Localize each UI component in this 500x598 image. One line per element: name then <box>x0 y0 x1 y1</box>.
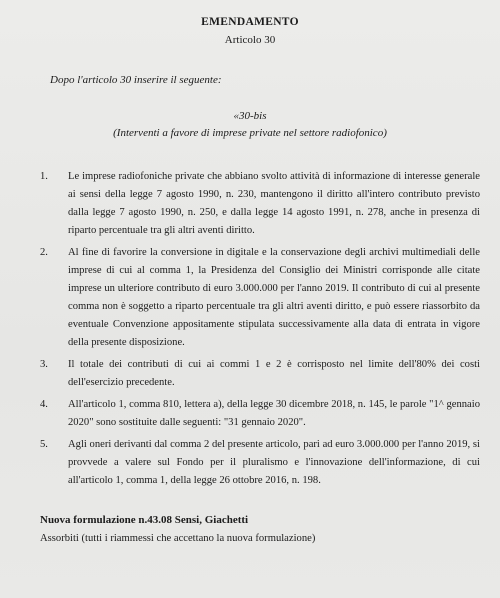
absorbed-note: Assorbiti (tutti i riammessi che accettano la nuova formulazione) <box>40 533 316 544</box>
article-heading: Articolo 30 <box>224 34 276 46</box>
item-number: 1. <box>40 171 48 182</box>
list-item <box>40 244 480 352</box>
amendment-items <box>40 168 480 494</box>
new-article-label: «30-bis <box>233 110 267 122</box>
list-item <box>40 436 480 490</box>
list-item <box>40 168 480 240</box>
new-article-subtitle: (Interventi a favore di imprese private nel settore radiofonico) <box>113 127 387 139</box>
item-number: 3. <box>40 359 48 370</box>
intro-text: Dopo l'articolo 30 inserire il seguente: <box>50 74 222 86</box>
list-item <box>40 356 480 392</box>
document-title: EMENDAMENTO <box>201 16 299 28</box>
item-number: 5. <box>40 439 48 450</box>
list-item <box>40 396 480 432</box>
item-number: 2. <box>40 247 48 258</box>
new-formulation-note: Nuova formulazione n.43.08 Sensi, Giachetti <box>40 514 249 526</box>
item-number: 4. <box>40 399 48 410</box>
item-text: Al fine di favorire la conversione in digitale e la conservazione degli archivi multimediali delle imprese di cui al comma 1, la Presidenza del Consiglio dei Ministri corrisponde alle citate imprese un ulteriore contributo di euro 3.000.000 per l'anno 2019. Il contributo di cui al presente comma non è soggetto a riparto percentuale tra gli altri aventi diritto, e può essere riassorbito da eventuale Convenzione appositamente stipulata successivamente alla data di entrata in vigore della presente disposizione. <box>68 247 480 348</box>
item-text: Le imprese radiofoniche private che abbiano svolto attività di informazione di interesse generale ai sensi della legge 7 agosto 1990, n. 230, mantengono il diritto all'intero contributo previsto dalla legge 7 agosto 1990, n. 250, e dalla legge 14 agosto 1991, n. 278, anche in presenza di riparto percentuale tra gli altri aventi diritto. <box>68 171 480 236</box>
item-text: Il totale dei contributi di cui ai commi 1 e 2 è corrisposto nel limite dell'80% dei costi dell'esercizio precedente. <box>68 359 480 388</box>
item-text: Agli oneri derivanti dal comma 2 del presente articolo, pari ad euro 3.000.000 per l'anno 2019, si provvede a valere sul Fondo per il pluralismo e l'innovazione dell'informazione, di cui all'articolo 1, comma 1, della legge 26 ottobre 2016, n. 198. <box>68 439 480 486</box>
item-text: All'articolo 1, comma 810, lettera a), della legge 30 dicembre 2018, n. 145, le parole "1^ gennaio 2020" sono sostituite dalle seguenti: "31 gennaio 2020". <box>68 399 480 428</box>
